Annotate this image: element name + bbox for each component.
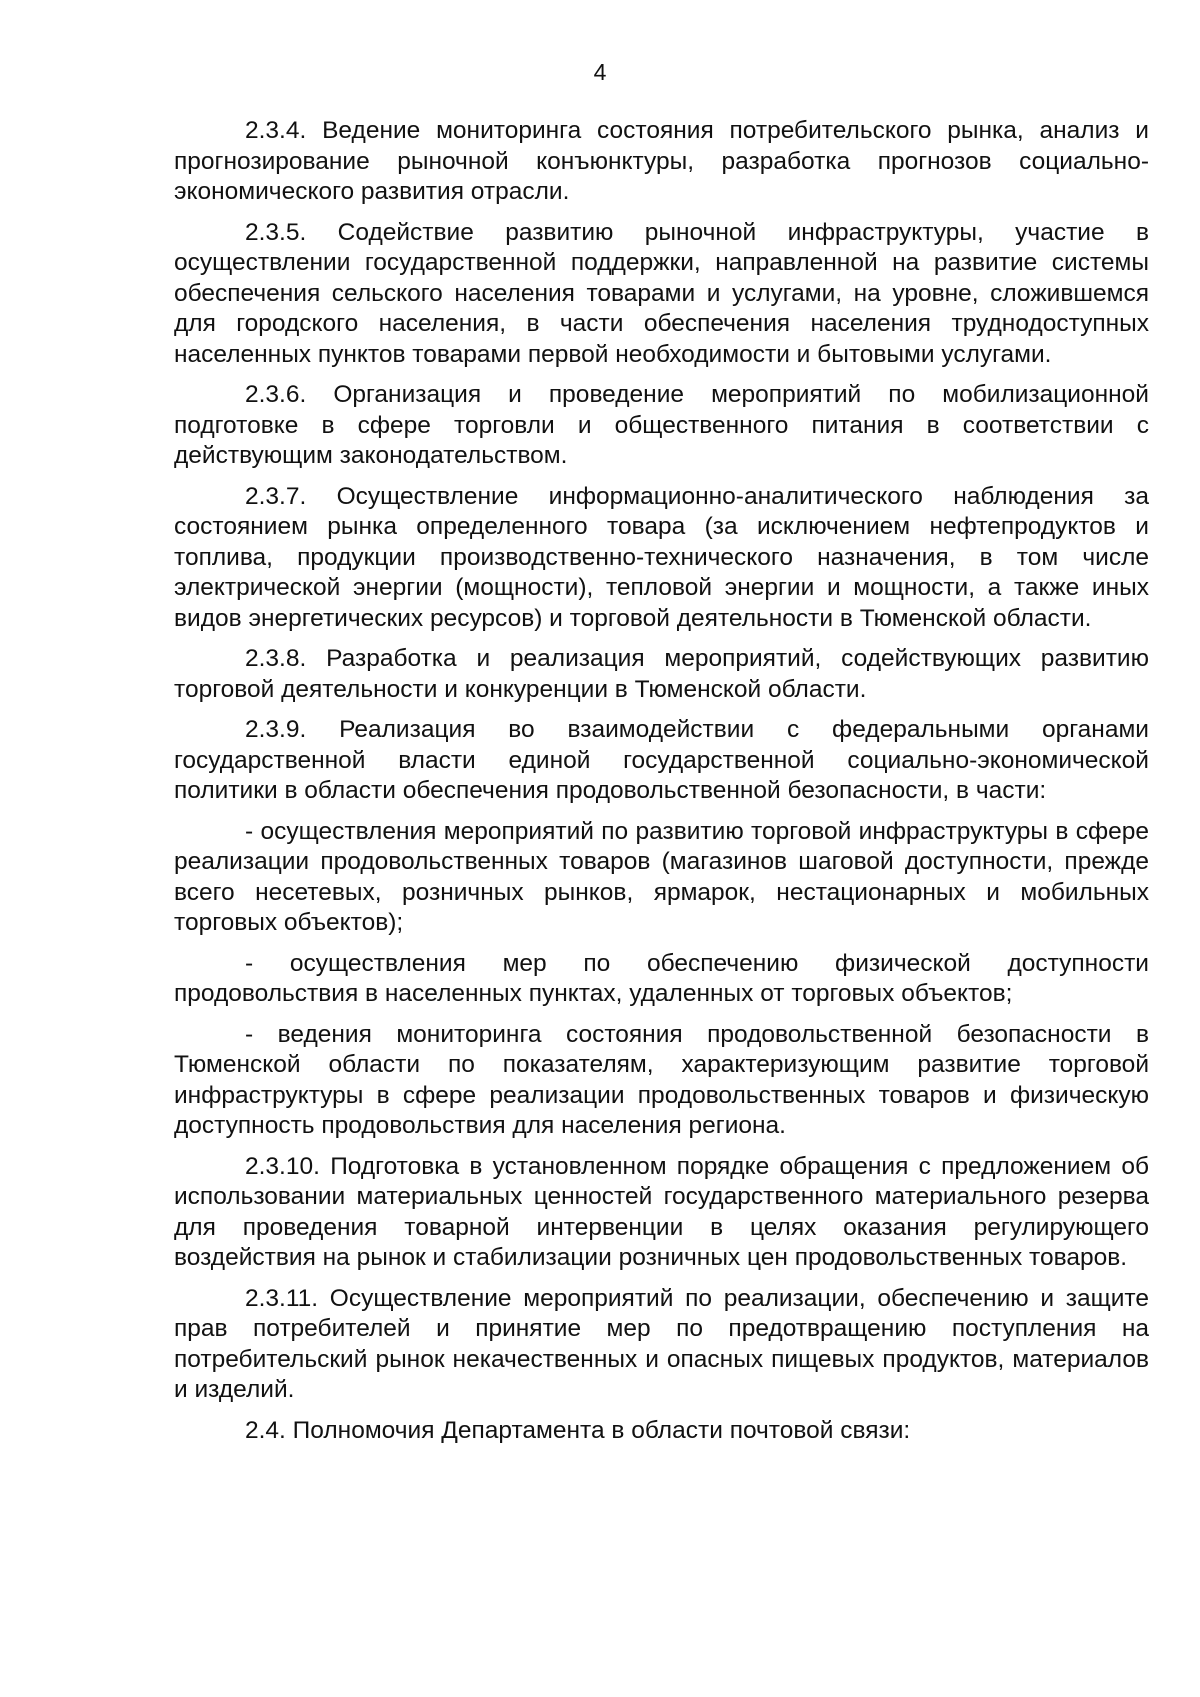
paragraph-2-3-8: 2.3.8. Разработка и реализация мероприятий, содействующих развитию торговой деятельности и конкуренции в Тюменской области. <box>174 645 1149 703</box>
page-number: 4 <box>593 59 607 85</box>
list-item-physical-access: - осуществления мер по обеспечению физической доступности продовольствия в населенных пунктах, удаленных от торговых объектов; <box>174 949 1149 1007</box>
document-body <box>174 116 1149 1456</box>
paragraph-2-3-9: 2.3.9. Реализация во взаимодействии с федеральными органами государственной власти единой государственной социально-экономической политики в области обеспечения продовольственной безопасности, в части: <box>174 716 1149 804</box>
paragraph-2-3-6: 2.3.6. Организация и проведение мероприятий по мобилизационной подготовке в сфере торговли и общественного питания в соответствии с действующим законодательством. <box>174 381 1149 469</box>
list-item-infrastructure: - осуществления мероприятий по развитию торговой инфраструктуры в сфере реализации продовольственных товаров (магазинов шаговой доступности, прежде всего несетевых, розничных рынков, ярмарок, нестационарных и мобильных торговых объектов); <box>174 817 1149 936</box>
paragraph-2-3-4: 2.3.4. Ведение мониторинга состояния потребительского рынка, анализ и прогнозирование рыночной конъюнктуры, разработка прогнозов социально-экономического развития отрасли. <box>174 117 1149 205</box>
list-item-monitoring: - ведения мониторинга состояния продовольственной безопасности в Тюменской области по показателям, характеризующим развитие торговой инфраструктуры в сфере реализации продовольственных товаров и физическую доступность продовольствия для населения региона. <box>174 1020 1149 1139</box>
paragraph-2-3-10: 2.3.10. Подготовка в установленном порядке обращения с предложением об использовании материальных ценностей государственного материального резерва для проведения товарной интервенции в целях оказания регулирующего воздействия на рынок и стабилизации розничных цен продовольственных товаров. <box>174 1152 1149 1271</box>
paragraph-2-3-5: 2.3.5. Содействие развитию рыночной инфраструктуры, участие в осуществлении государственной поддержки, направленной на развитие системы обеспечения сельского населения товарами и услугами, на уровне, сложившемся для городского населения, в части обеспечения населения труднодоступных населенных пунктов товарами первой необходимости и бытовыми услугами. <box>174 218 1149 368</box>
paragraph-2-3-11: 2.3.11. Осуществление мероприятий по реализации, обеспечению и защите прав потребителей и принятие мер по предотвращению поступления на потребительский рынок некачественных и опасных пищевых продуктов, материалов и изделий. <box>174 1284 1149 1403</box>
paragraph-2-3-7: 2.3.7. Осуществление информационно-аналитического наблюдения за состоянием рынка определенного товара (за исключением нефтепродуктов и топлива, продукции производственно-технического назначения, в том числе электрической энергии (мощности), тепловой энергии и мощности, а также иных видов энергетических ресурсов) и торговой деятельности в Тюменской области. <box>174 482 1149 632</box>
paragraph-2-4: 2.4. Полномочия Департамента в области почтовой связи: <box>245 1416 911 1444</box>
